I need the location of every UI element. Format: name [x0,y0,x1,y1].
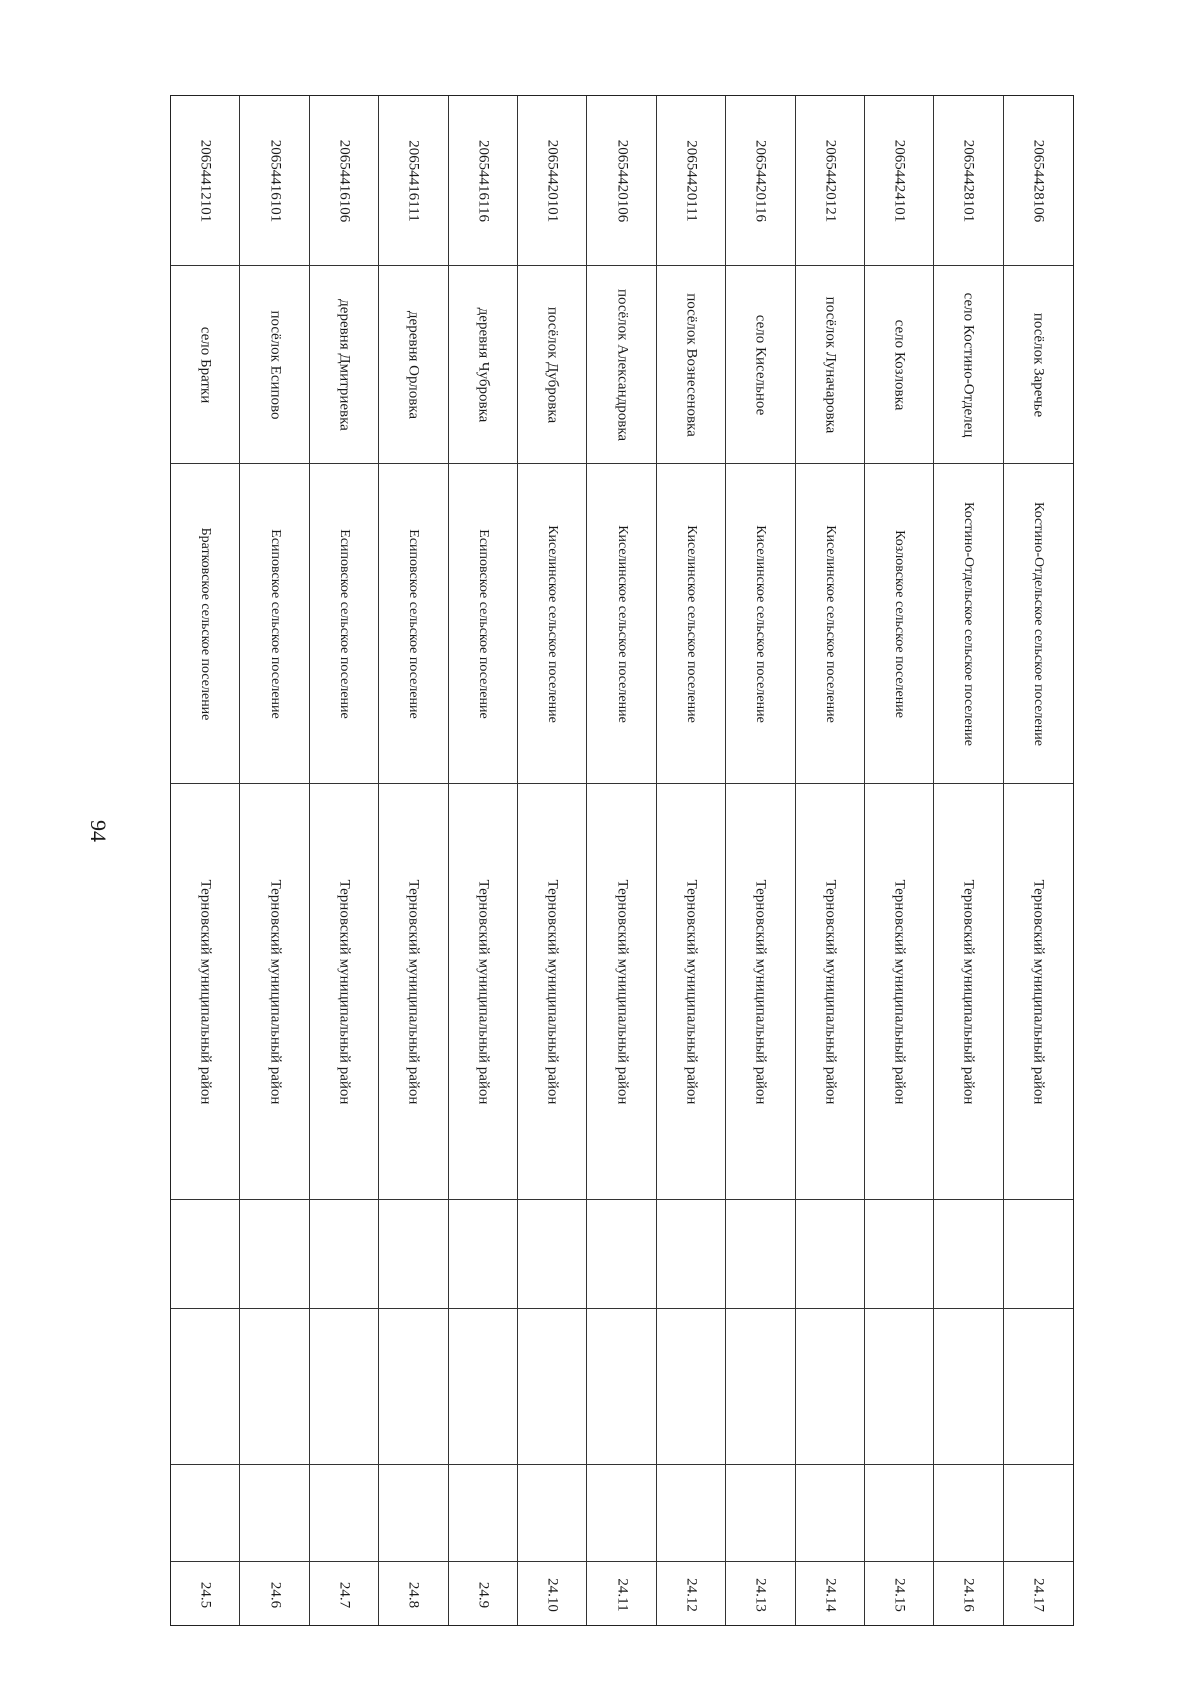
code-cell [518,96,586,266]
table-row [934,96,1003,1625]
settlement-text: Костино-Отдельское сельское поселение [961,501,977,746]
number-cell [240,1562,308,1627]
empty-cell [865,1465,933,1562]
empty-cell [310,1465,378,1562]
empty-cell [587,1200,655,1309]
district-text: Терновский муниципальный район [336,879,353,1104]
code-cell [865,96,933,266]
empty-cell [171,1465,239,1562]
district-cell [726,784,794,1200]
district-cell [171,784,239,1200]
empty-cell [1004,1200,1073,1309]
empty-cell [934,1309,1002,1465]
settlement-text: Братковское сельское поселение [198,527,214,720]
settlement-text: Козловское сельское поселение [892,529,908,718]
empty-cell [726,1309,794,1465]
empty-cell [379,1309,447,1465]
place-text: село Кисельное [752,314,769,415]
empty-cell [379,1200,447,1309]
number-text: 24.17 [1030,1577,1047,1612]
place-cell [518,266,586,464]
district-text: Терновский муниципальный район [267,879,284,1104]
settlement-text: Есиповское сельское поселение [336,528,352,719]
code-cell [171,96,239,266]
table-row [657,96,726,1625]
code-cell [379,96,447,266]
district-cell [379,784,447,1200]
code-text: 20654420111 [683,139,700,222]
code-text: 20654420121 [822,139,839,222]
table-row [587,96,656,1625]
place-text: посёлок Вознесеновка [683,292,700,437]
table-row [449,96,518,1625]
settlement-cell [310,464,378,784]
code-text: 20654416101 [267,139,284,222]
empty-cell [379,1465,447,1562]
place-cell [796,266,864,464]
table-row [310,96,379,1625]
table-row [1004,96,1073,1625]
district-text: Терновский муниципальный район [197,879,214,1104]
district-cell [518,784,586,1200]
empty-cell [796,1465,864,1562]
place-cell [449,266,517,464]
empty-cell [587,1309,655,1465]
place-cell [865,266,933,464]
district-text: Терновский муниципальный район [683,879,700,1104]
number-text: 24.16 [960,1577,977,1612]
empty-cell [865,1200,933,1309]
district-text: Терновский муниципальный район [475,879,492,1104]
code-text: 20654428101 [960,139,977,222]
place-text: деревня Орловка [405,310,422,419]
empty-cell [240,1309,308,1465]
code-text: 20654412101 [197,139,214,222]
number-text: 24.15 [891,1577,908,1612]
number-cell [726,1562,794,1627]
empty-cell [518,1200,586,1309]
district-cell [449,784,517,1200]
registry-table [170,95,1074,1626]
empty-cell [1004,1309,1073,1465]
settlement-cell [240,464,308,784]
district-cell [240,784,308,1200]
district-text: Терновский муниципальный район [405,879,422,1104]
district-cell [657,784,725,1200]
settlement-cell [726,464,794,784]
code-cell [726,96,794,266]
empty-cell [1004,1465,1073,1562]
code-cell [240,96,308,266]
place-cell [171,266,239,464]
empty-cell [726,1200,794,1309]
place-cell [657,266,725,464]
code-text: 20654420101 [544,139,561,222]
number-text: 24.9 [475,1581,492,1608]
code-text: 20654416111 [405,139,422,222]
settlement-cell [796,464,864,784]
place-text: село Козловка [891,319,908,410]
number-cell [1004,1562,1073,1627]
district-text: Терновский муниципальный район [891,879,908,1104]
number-cell [587,1562,655,1627]
number-cell [518,1562,586,1627]
empty-cell [449,1309,517,1465]
empty-cell [518,1465,586,1562]
district-cell [865,784,933,1200]
settlement-text: Киселинское сельское поселение [683,524,699,723]
table-row [726,96,795,1625]
empty-cell [518,1309,586,1465]
empty-cell [171,1309,239,1465]
settlement-cell [1004,464,1073,784]
settlement-text: Киселинское сельское поселение [753,524,769,723]
settlement-cell [379,464,447,784]
table-row [240,96,309,1625]
code-text: 20654420106 [614,139,631,222]
empty-cell [726,1465,794,1562]
empty-cell [657,1200,725,1309]
settlement-cell [865,464,933,784]
code-text: 20654416116 [475,139,492,222]
empty-cell [796,1200,864,1309]
number-text: 24.11 [614,1577,631,1612]
place-cell [587,266,655,464]
number-cell [449,1562,517,1627]
empty-cell [657,1465,725,1562]
number-cell [934,1562,1002,1627]
code-text: 20654424101 [891,139,908,222]
settlement-text: Есиповское сельское поселение [267,528,283,719]
place-cell [1004,266,1073,464]
table-row [171,96,240,1625]
number-cell [657,1562,725,1627]
district-text: Терновский муниципальный район [752,879,769,1104]
code-cell [934,96,1002,266]
number-cell [865,1562,933,1627]
code-cell [657,96,725,266]
settlement-text: Костино-Отдельское сельское поселение [1031,501,1047,746]
empty-cell [240,1200,308,1309]
place-text: деревня Дмитриевка [336,298,353,431]
settlement-text: Есиповское сельское поселение [475,528,491,719]
page-number: 94 [86,820,111,842]
number-text: 24.13 [752,1577,769,1612]
place-text: посёлок Есипово [267,309,284,420]
number-cell [310,1562,378,1627]
empty-cell [310,1309,378,1465]
empty-cell [240,1465,308,1562]
place-text: посёлок Луначаровка [822,296,839,433]
code-text: 20654416106 [336,139,353,222]
empty-cell [449,1465,517,1562]
district-cell [934,784,1002,1200]
settlement-text: Киселинское сельское поселение [614,524,630,723]
code-cell [1004,96,1073,266]
number-text: 24.7 [336,1581,353,1608]
settlement-cell [449,464,517,784]
empty-cell [934,1200,1002,1309]
empty-cell [934,1465,1002,1562]
empty-cell [796,1309,864,1465]
place-cell [379,266,447,464]
empty-cell [657,1309,725,1465]
settlement-cell [934,464,1002,784]
number-text: 24.14 [822,1577,839,1612]
number-text: 24.5 [197,1581,214,1608]
place-text: посёлок Заречье [1030,312,1047,417]
table-row [865,96,934,1625]
district-text: Терновский муниципальный район [960,879,977,1104]
settlement-cell [171,464,239,784]
place-text: посёлок Александровка [614,288,631,441]
code-cell [449,96,517,266]
table-row [796,96,865,1625]
district-text: Терновский муниципальный район [822,879,839,1104]
place-cell [934,266,1002,464]
place-text: село Братки [197,326,214,403]
number-text: 24.10 [544,1577,561,1612]
number-text: 24.6 [267,1581,284,1608]
settlement-cell [587,464,655,784]
empty-cell [171,1200,239,1309]
number-cell [796,1562,864,1627]
table-row [379,96,448,1625]
number-cell [171,1562,239,1627]
code-cell [587,96,655,266]
number-cell [379,1562,447,1627]
table-row [518,96,587,1625]
settlement-text: Киселинское сельское поселение [545,524,561,723]
empty-cell [449,1200,517,1309]
place-cell [240,266,308,464]
number-text: 24.12 [683,1577,700,1612]
empty-cell [865,1309,933,1465]
code-cell [310,96,378,266]
place-text: село Костино-Отделец [960,292,977,437]
district-text: Терновский муниципальный район [544,879,561,1104]
settlement-cell [657,464,725,784]
empty-cell [310,1200,378,1309]
settlement-cell [518,464,586,784]
settlement-text: Есиповское сельское поселение [406,528,422,719]
code-text: 20654420116 [752,139,769,222]
district-cell [796,784,864,1200]
district-cell [1004,784,1073,1200]
settlement-text: Киселинское сельское поселение [822,524,838,723]
code-text: 20654428106 [1030,139,1047,222]
code-cell [796,96,864,266]
district-cell [587,784,655,1200]
district-cell [310,784,378,1200]
district-text: Терновский муниципальный район [1030,879,1047,1104]
number-text: 24.8 [405,1581,422,1608]
place-text: посёлок Дубровка [544,306,561,423]
place-cell [310,266,378,464]
place-cell [726,266,794,464]
empty-cell [587,1465,655,1562]
district-text: Терновский муниципальный район [614,879,631,1104]
place-text: деревня Чубровка [475,307,492,422]
